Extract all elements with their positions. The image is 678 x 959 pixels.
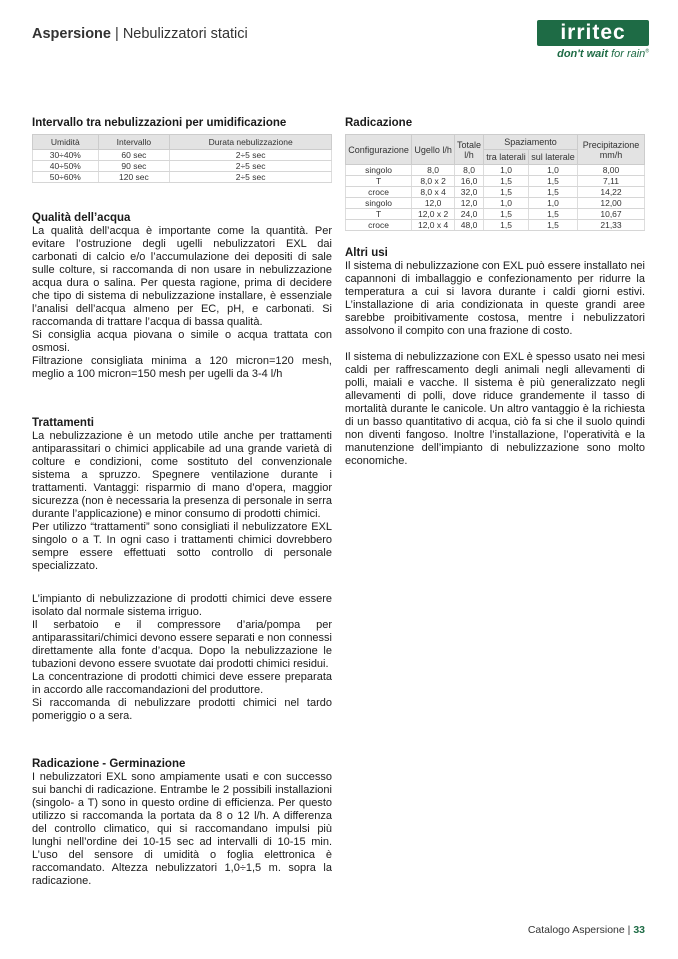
footer-label: Catalogo Aspersione <box>527 924 625 936</box>
table-cell: 1,5 <box>484 209 529 220</box>
table-cell: 12,0 x 2 <box>412 209 455 220</box>
table-cell: 40÷50% <box>33 161 99 172</box>
table-cell: 8,0 x 2 <box>412 176 455 187</box>
section-altri-usi <box>345 246 645 468</box>
paragraph: Si consiglia acqua piovana o simile o acqua trattata con osmosi. <box>32 329 332 354</box>
table-cell: 1,0 <box>529 198 578 209</box>
paragraph: Per utilizzo “trattamenti” sono consigliati il nebulizzatore EXL singolo o a T. In ogni caso i trattamenti chimici dovrebbero sempre essere effettuati sotto controllo di personale specializzato. <box>32 521 332 572</box>
table-cell: 1,5 <box>529 209 578 220</box>
section-qualita <box>32 211 332 381</box>
table-cell: 1,0 <box>529 165 578 176</box>
table-row <box>346 176 645 187</box>
paragraph: La nebulizzazione è un metodo utile anche per trattamenti antiparassitari o chimici applicabile ad una grande varietà di colture e condizioni, come sostituto del convenzionale sistema a spruzzo. Spegnere ventilazione durante i trattamenti. Vantaggi: risparmio di mano d’opera, maggior sicurezza (non è necessaria la presenza di personale in serra durante l’applicazione) e minor consumo di prodotti chimici. <box>32 430 332 520</box>
table-cell: 90 sec <box>98 161 170 172</box>
table-cell: 1,5 <box>529 187 578 198</box>
paragraph: Il sistema di nebulizzazione con EXL è spesso usato nei mesi caldi per raffrescamento degli animali negli allevamenti di polli, maiali e vacche. Il sistema è più generalizzato negli allevamenti di polli, dove riduce grandemente il tasso di mortalità durante le canicole. Un altro vantaggio è la richiesta di un basso quantitativo di acqua, ciò fa si che il suolo quindi non diventi fangoso. Inoltre l’installazione, l’operatività e la manutenzione dell’impianto di nebulizzazione sono molto economiche. <box>345 351 645 467</box>
table-row <box>346 198 645 209</box>
table-cell: 12,0 <box>455 198 484 209</box>
table-row <box>33 161 332 172</box>
table-row <box>346 220 645 231</box>
footer-separator: | <box>627 924 631 936</box>
table-cell: 48,0 <box>455 220 484 231</box>
paragraph: L’impianto di nebulizzazione di prodotti chimici deve essere isolato dal normale sistema irriguo. <box>32 593 332 618</box>
interval-table <box>32 134 332 183</box>
table-cell: 14,22 <box>578 187 645 198</box>
table-cell: 1,5 <box>484 187 529 198</box>
table-cell: 2÷5 sec <box>170 161 332 172</box>
table-cell: 1,0 <box>484 165 529 176</box>
paragraph: Filtrazione consigliata minima a 120 micron=120 mesh, meglio a 100 micron=150 mesh per ugelli da 3-4 l/h <box>32 355 332 380</box>
interval-table-title: Intervallo tra nebulizzazioni per umidificazione <box>32 117 287 129</box>
col-header: Totale l/h <box>455 135 484 165</box>
table-cell: 120 sec <box>98 172 170 183</box>
table-cell: 1,5 <box>484 220 529 231</box>
section-title: Qualità dell’acqua <box>32 212 131 224</box>
logo-wordmark: irritec <box>537 20 649 46</box>
col-header: Intervallo <box>98 135 170 150</box>
table-row <box>346 187 645 198</box>
table-cell: 50÷60% <box>33 172 99 183</box>
table-cell: 12,0 <box>412 198 455 209</box>
table-cell: 8,0 <box>455 165 484 176</box>
page-number: 33 <box>633 924 645 936</box>
paragraph: La qualità dell’acqua è importante come la quantità. Per evitare l’ostruzione degli ugelli nebulizzatori EXL dai carbonati di calcio e/o l’accumulazione dei depositi di sale sulle colture, si raccomanda di non usare in nebulizzazione acqua dura o salina. Per questa ragione, prima di decidere che tipo di sistema di nebulizzazione installare, è essenziale l’analisi dell’acqua almeno per EC, pH, e carbonati. Si raccomanda di trattare l’acqua di bassa qualità. <box>32 225 332 328</box>
table-row <box>346 165 645 176</box>
table-cell: 24,0 <box>455 209 484 220</box>
header-section: Aspersione <box>32 26 111 42</box>
table-cell: 10,67 <box>578 209 645 220</box>
table-cell: 16,0 <box>455 176 484 187</box>
section-germinazione <box>32 757 332 888</box>
page-footer <box>528 924 645 936</box>
paragraph: Il sistema di nebulizzazione con EXL può essere installato nei capannoni di imballaggio e confezionamento per ridurre la temperatura a cui si lavora durante i caldi giorni estivi. L’installazione di aria condizionata in queste grandi aree sarebbe proibitivamente costosa, mentre i nebulizzatori assolvono il compito con una frazione di costo. <box>345 260 645 337</box>
table-cell: 60 sec <box>98 150 170 161</box>
col-header: Configurazione <box>346 135 412 165</box>
table-cell: croce <box>346 220 412 231</box>
table-cell: 12,0 x 4 <box>412 220 455 231</box>
table-cell: 2÷5 sec <box>170 172 332 183</box>
interval-table-section <box>32 116 332 183</box>
table-cell: 32,0 <box>455 187 484 198</box>
section-trattamenti <box>32 416 332 573</box>
paragraph: La concentrazione di prodotti chimici deve essere preparata in accordo alle raccomandazioni del produttore. <box>32 671 332 696</box>
header-separator: | <box>115 26 119 42</box>
table-cell: T <box>346 176 412 187</box>
section-title: Trattamenti <box>32 417 94 429</box>
page-header <box>32 26 248 42</box>
col-header: sul laterale <box>529 150 578 165</box>
col-header: Ugello l/h <box>412 135 455 165</box>
col-header: Umidità <box>33 135 99 150</box>
table-cell: 30÷40% <box>33 150 99 161</box>
table-cell: 1,0 <box>484 198 529 209</box>
table-cell: 8,0 x 4 <box>412 187 455 198</box>
table-cell: 12,00 <box>578 198 645 209</box>
table-cell: 1,5 <box>484 176 529 187</box>
col-header: Precipitazione mm/h <box>578 135 645 165</box>
table-cell: 21,33 <box>578 220 645 231</box>
tagline-bold: don't wait <box>557 48 608 60</box>
irritec-logo <box>537 20 649 60</box>
section-title: Altri usi <box>345 247 388 259</box>
radicazione-table <box>345 134 645 231</box>
col-header: tra laterali <box>484 150 529 165</box>
table-cell: 8,0 <box>412 165 455 176</box>
table-cell: 1,5 <box>529 220 578 231</box>
table-cell: singolo <box>346 198 412 209</box>
section-impianto <box>32 593 332 723</box>
paragraph: Si raccomanda di nebulizzare prodotti chimici nel tardo pomeriggio o a sera. <box>32 697 332 722</box>
table-cell: T <box>346 209 412 220</box>
header-subsection: Nebulizzatori statici <box>122 26 248 42</box>
radicazione-table-section <box>345 116 645 231</box>
table-header-row <box>346 135 645 150</box>
paragraph: I nebulizzatori EXL sono ampiamente usati e con successo sui banchi di radicazione. Entrambe le 2 possibili installazioni (singolo- a T) sono in questo ordine di efficienza. Per questo utilizzo si raccomanda la portata da 8 o 12 l/h. A differenza del controllo climatico, qui si raccomandano impulsi più lunghi nell’ordine dei 10-15 sec ad intervalli di 10-15 min. L’uso del sensore di umidità o foglia elettronica è raccomandato. Altezza nebulizzatori 1,0÷1,5 m. sopra la radicazione. <box>32 771 332 887</box>
table-cell: 1,5 <box>529 176 578 187</box>
col-header: Spaziamento <box>484 135 578 150</box>
section-title: Radicazione - Germinazione <box>32 758 186 770</box>
table-row <box>33 172 332 183</box>
table-row <box>33 150 332 161</box>
table-cell: singolo <box>346 165 412 176</box>
logo-tagline: don't wait for rain® <box>557 48 649 60</box>
table-cell: 8,00 <box>578 165 645 176</box>
tagline-rest: for rain <box>611 48 646 60</box>
table-cell: 2÷5 sec <box>170 150 332 161</box>
table-cell: croce <box>346 187 412 198</box>
table-header-row <box>33 135 332 150</box>
paragraph: Il serbatoio e il compressore d’aria/pompa per antiparassitari/chimici devono essere separati e non connessi direttamente alla fonte d’acqua. Dopo la nebulizzazione le tubazioni devono essere svuotate dai prodotti chimici residui. <box>32 619 332 670</box>
radicazione-table-title: Radicazione <box>345 117 413 129</box>
col-header: Durata nebulizzazione <box>170 135 332 150</box>
table-cell: 7,11 <box>578 176 645 187</box>
table-row <box>346 209 645 220</box>
